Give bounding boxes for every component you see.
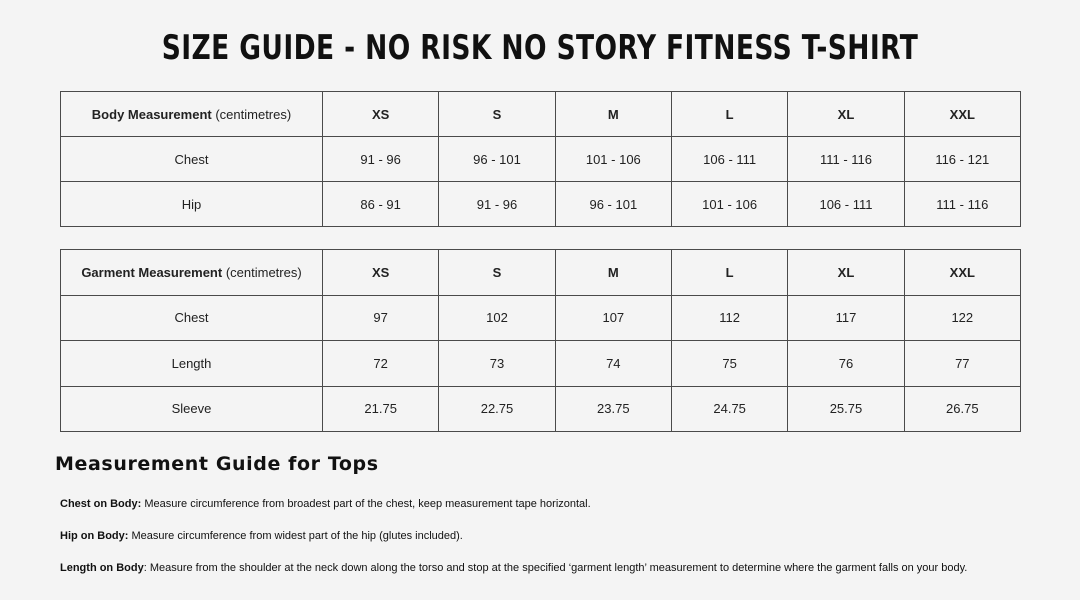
row-label: Chest	[61, 295, 323, 341]
size-header: XL	[788, 250, 904, 296]
size-header: M	[555, 92, 671, 137]
table-cell: 74	[555, 341, 671, 387]
row-label: Length	[61, 341, 323, 387]
table-header-label	[61, 92, 323, 137]
table-cell: 75	[671, 341, 787, 387]
table-cell: 112	[671, 295, 787, 341]
guide-text: Measure circumference from widest part of the hip (glutes included).	[128, 530, 463, 542]
table-cell: 111 - 116	[904, 182, 1020, 227]
guide-text: : Measure from the shoulder at the neck down along the torso and stop at the specified ‘garment length’ measurement to determine where the garment falls on your body.	[143, 562, 968, 574]
header-unit: (centimetres)	[215, 106, 292, 122]
row-label: Sleeve	[61, 386, 323, 432]
size-header: XS	[323, 250, 439, 296]
row-label: Chest	[61, 137, 323, 182]
table-cell: 101 - 106	[671, 182, 787, 227]
table-cell: 97	[323, 295, 439, 341]
size-header: L	[671, 250, 787, 296]
page-title: SIZE GUIDE - NO RISK NO STORY FITNESS T-SHIRT	[161, 28, 919, 68]
table-cell: 91 - 96	[439, 182, 555, 227]
table-cell: 22.75	[439, 386, 555, 432]
table-cell: 102	[439, 295, 555, 341]
guide-item-chest	[60, 498, 591, 510]
table-cell: 107	[555, 295, 671, 341]
table-cell: 86 - 91	[323, 182, 439, 227]
size-header: M	[555, 250, 671, 296]
table-cell: 21.75	[323, 386, 439, 432]
guide-term: Chest on Body:	[60, 498, 142, 510]
header-title: Garment Measurement	[81, 264, 223, 280]
header-unit: (centimetres)	[225, 264, 302, 280]
size-header: XL	[788, 92, 904, 137]
table-cell: 72	[323, 341, 439, 387]
table-cell: 26.75	[904, 386, 1020, 432]
body-measurement-table	[60, 91, 1021, 227]
table-cell: 91 - 96	[323, 137, 439, 182]
guide-term: Hip on Body:	[60, 530, 129, 542]
table-cell: 122	[904, 295, 1020, 341]
table-cell: 101 - 106	[555, 137, 671, 182]
table-cell: 73	[439, 341, 555, 387]
measurement-guide-title: Measurement Guide for Tops	[55, 453, 379, 475]
table-header-row	[61, 92, 1021, 137]
table-cell: 96 - 101	[555, 182, 671, 227]
table-cell: 76	[788, 341, 904, 387]
table-cell: 106 - 111	[788, 182, 904, 227]
size-header: XXL	[904, 92, 1020, 137]
row-label: Hip	[61, 182, 323, 227]
guide-term: Length on Body	[60, 562, 144, 574]
table-cell: 23.75	[555, 386, 671, 432]
size-header: XS	[323, 92, 439, 137]
size-header: L	[671, 92, 787, 137]
table-cell: 77	[904, 341, 1020, 387]
guide-text: Measure circumference from broadest part of the chest, keep measurement tape horizontal.	[141, 498, 591, 510]
table-header-row	[61, 250, 1021, 296]
table-cell: 96 - 101	[439, 137, 555, 182]
table-row	[61, 386, 1021, 432]
guide-item-hip	[60, 530, 463, 542]
garment-measurement-table	[60, 249, 1021, 432]
table-cell: 116 - 121	[904, 137, 1020, 182]
table-cell: 25.75	[788, 386, 904, 432]
size-header: S	[439, 92, 555, 137]
size-header: XXL	[904, 250, 1020, 296]
table-cell: 106 - 111	[671, 137, 787, 182]
table-cell: 117	[788, 295, 904, 341]
size-header: S	[439, 250, 555, 296]
table-row	[61, 182, 1021, 227]
table-cell: 111 - 116	[788, 137, 904, 182]
guide-item-length	[60, 562, 967, 574]
table-cell: 24.75	[671, 386, 787, 432]
table-row	[61, 341, 1021, 387]
table-header-label	[61, 250, 323, 296]
header-title: Body Measurement	[91, 106, 212, 122]
table-row	[61, 295, 1021, 341]
table-row	[61, 137, 1021, 182]
